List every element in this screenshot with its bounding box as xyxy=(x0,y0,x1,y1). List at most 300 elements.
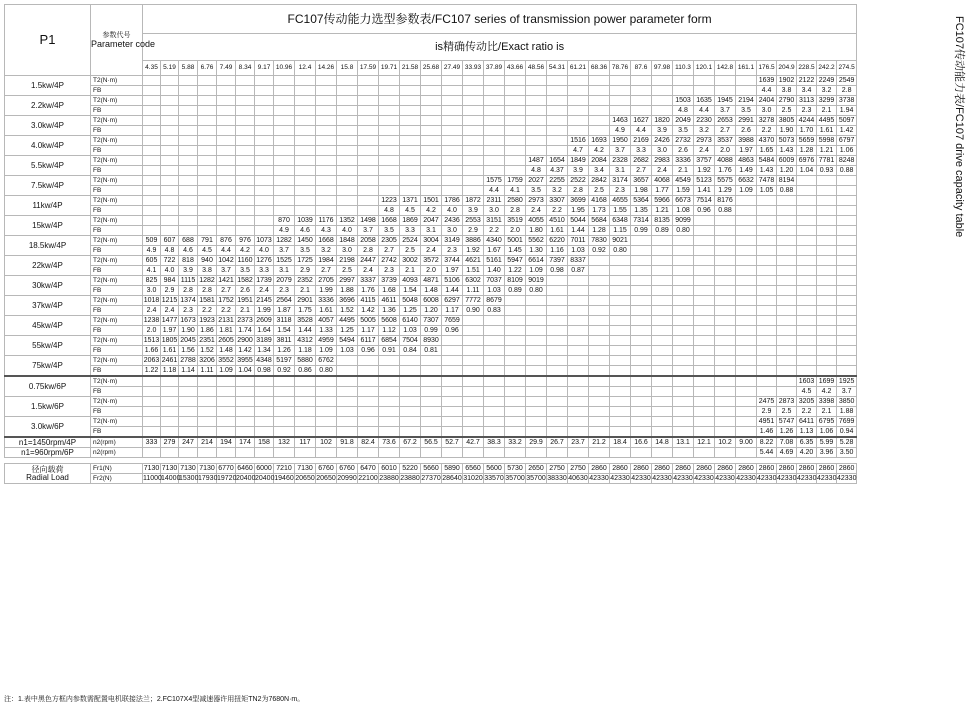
value-cell: 1.15 xyxy=(610,226,631,236)
value-cell xyxy=(631,246,652,256)
value-cell: 2249 xyxy=(817,76,837,86)
side-title xyxy=(944,16,970,706)
value-cell xyxy=(421,76,442,86)
motor-row-1 xyxy=(5,196,857,206)
value-cell xyxy=(316,196,337,206)
motor-row-1 xyxy=(5,176,857,186)
value-cell xyxy=(198,136,217,146)
speed-value-cell: 52.7 xyxy=(442,437,463,448)
value-cell: 15300 xyxy=(179,474,199,482)
value-cell xyxy=(161,427,179,438)
value-cell xyxy=(179,226,198,236)
value-cell xyxy=(547,106,568,116)
value-cell: 42330 xyxy=(715,474,735,482)
value-cell xyxy=(526,296,547,306)
speed-value-cell xyxy=(652,448,673,458)
value-cell xyxy=(421,376,442,387)
value-cell xyxy=(421,176,442,186)
value-cell xyxy=(652,306,673,316)
value-cell xyxy=(568,356,589,366)
value-cell xyxy=(694,216,715,226)
value-cell xyxy=(295,136,316,146)
value-cell xyxy=(568,306,589,316)
motor-code-2: FB xyxy=(91,286,143,296)
value-cell xyxy=(777,336,797,346)
value-cell xyxy=(337,146,358,156)
value-cell xyxy=(161,146,179,156)
value-cell: 1902 xyxy=(777,76,797,86)
ratio-cell: 17.59 xyxy=(358,61,379,76)
value-cell xyxy=(463,96,484,106)
value-cell xyxy=(568,346,589,356)
value-cell xyxy=(526,306,547,316)
value-cell xyxy=(217,376,236,387)
value-cell: 1.03 xyxy=(337,346,358,356)
value-cell xyxy=(652,86,673,96)
motor-label: 75kw/4P xyxy=(5,356,91,377)
value-cell: 7514 xyxy=(694,196,715,206)
ratio-cell: 68.36 xyxy=(589,61,610,76)
motor-row-2 xyxy=(5,166,857,176)
value-cell xyxy=(777,196,797,206)
motor-row-2 xyxy=(5,226,857,236)
value-cell: 1603 xyxy=(797,376,817,387)
value-cell: 1498 xyxy=(358,216,379,226)
motor-code-1: T2(N·m) xyxy=(91,96,143,106)
value-cell xyxy=(715,326,736,336)
value-cell: 1463 xyxy=(610,116,631,126)
value-cell xyxy=(484,397,505,407)
value-cell xyxy=(400,126,421,136)
value-cell xyxy=(715,387,736,397)
value-cell: 4611 xyxy=(379,296,400,306)
value-cell xyxy=(143,427,161,438)
value-cell: 1872 xyxy=(463,196,484,206)
value-cell xyxy=(400,176,421,186)
value-cell: 2084 xyxy=(589,156,610,166)
value-cell xyxy=(217,96,236,106)
value-cell: 1.26 xyxy=(777,427,797,438)
value-cell: 4.7 xyxy=(568,146,589,156)
value-cell: 3.8 xyxy=(198,266,217,276)
value-cell: 2.3 xyxy=(797,106,817,116)
value-cell: 0.83 xyxy=(484,306,505,316)
value-cell xyxy=(400,417,421,427)
ratio-cell: 48.56 xyxy=(526,61,547,76)
value-cell: 5044 xyxy=(568,216,589,226)
value-cell xyxy=(255,86,274,96)
value-cell: 28640 xyxy=(442,474,462,482)
ratio-cell: 204.9 xyxy=(777,61,797,76)
value-cell: 4.6 xyxy=(179,246,198,256)
speed-value-cell: 117 xyxy=(295,437,316,448)
speed-code: n2(rpm) xyxy=(91,448,143,458)
value-cell xyxy=(757,296,777,306)
value-cell: 1276 xyxy=(256,256,272,264)
speed-value-cell: 8.22 xyxy=(757,437,777,448)
motor-code-2: FB xyxy=(91,387,143,397)
value-cell xyxy=(463,156,484,166)
value-cell xyxy=(179,397,198,407)
value-cell: 2860 xyxy=(817,464,837,474)
speed-value-cell xyxy=(358,448,379,458)
value-cell: 42330 xyxy=(817,474,837,482)
value-cell xyxy=(236,376,255,387)
value-cell xyxy=(652,316,673,326)
value-cell: 4510 xyxy=(547,216,568,226)
value-cell: 1.42 xyxy=(837,126,857,136)
value-cell: 35700 xyxy=(505,474,525,482)
value-cell xyxy=(236,417,255,427)
value-cell: 3174 xyxy=(610,176,631,186)
value-cell xyxy=(694,296,715,306)
value-cell: 2653 xyxy=(715,116,736,126)
value-cell xyxy=(143,216,161,226)
motor-code-2: FB xyxy=(91,427,143,438)
value-cell: 1.98 xyxy=(631,186,652,196)
value-cell xyxy=(797,236,817,246)
motor-code-1: T2(N·m) xyxy=(91,156,143,166)
value-cell: 5494 xyxy=(337,336,358,346)
value-cell xyxy=(817,366,837,377)
value-cell xyxy=(236,206,255,216)
value-cell xyxy=(797,346,817,356)
value-cell xyxy=(442,346,463,356)
motor-row-2 xyxy=(5,86,857,96)
value-cell: 4871 xyxy=(421,276,442,286)
value-cell xyxy=(337,126,358,136)
value-cell: 2.0 xyxy=(505,226,526,236)
value-cell xyxy=(694,346,715,356)
value-cell xyxy=(547,336,568,346)
value-cell xyxy=(143,206,161,216)
value-cell xyxy=(673,346,694,356)
value-cell xyxy=(463,407,484,417)
value-cell: 3.0 xyxy=(757,106,777,116)
value-cell xyxy=(797,266,817,276)
motor-code-2: FB xyxy=(91,407,143,417)
value-cell: 20650 xyxy=(316,474,336,482)
value-cell xyxy=(295,106,316,116)
value-cell: 2860 xyxy=(673,464,694,474)
value-cell xyxy=(757,286,777,296)
value-cell: 1673 xyxy=(180,316,196,324)
value-cell: 8930 xyxy=(421,336,442,346)
value-cell xyxy=(757,326,777,336)
value-cell xyxy=(295,96,316,106)
value-cell: 1.80 xyxy=(526,226,547,236)
value-cell: 4370 xyxy=(757,136,777,146)
speed-value-cell: 194 xyxy=(217,437,236,448)
value-cell xyxy=(217,116,236,126)
value-cell xyxy=(484,96,505,106)
value-cell xyxy=(143,417,161,427)
value-cell: 1654 xyxy=(547,156,568,166)
value-cell: 3004 xyxy=(421,236,442,246)
value-cell: 2.0 xyxy=(421,266,442,276)
value-cell xyxy=(143,376,161,387)
value-cell xyxy=(143,136,161,146)
speed-value-cell: 42.7 xyxy=(463,437,484,448)
value-cell: 1.29 xyxy=(715,186,736,196)
value-cell xyxy=(694,417,715,427)
value-cell xyxy=(337,397,358,407)
value-cell xyxy=(236,96,255,106)
value-cell: 1.13 xyxy=(797,427,817,438)
value-cell: 2553 xyxy=(463,216,484,226)
value-cell xyxy=(652,96,673,106)
value-cell: 3.5 xyxy=(236,266,255,276)
value-cell: 4.4 xyxy=(484,186,505,196)
value-cell: 5001 xyxy=(505,236,526,246)
value-cell xyxy=(421,86,442,96)
value-cell: 3113 xyxy=(797,96,817,106)
value-cell: 6797 xyxy=(837,136,857,146)
value-cell xyxy=(505,116,526,126)
value-cell xyxy=(379,397,400,407)
value-cell xyxy=(179,86,198,96)
ratio-cell: 61.21 xyxy=(568,61,589,76)
value-cell: 5197 xyxy=(274,356,295,366)
value-cell xyxy=(337,136,358,146)
value-cell xyxy=(736,246,757,256)
value-cell: 0.80 xyxy=(673,226,694,236)
value-cell: 6760 xyxy=(337,464,358,474)
value-cell xyxy=(179,186,198,196)
value-cell xyxy=(379,106,400,116)
value-cell xyxy=(274,176,295,186)
speed-value-cell xyxy=(631,448,652,458)
value-cell: 2079 xyxy=(274,276,295,286)
value-cell xyxy=(757,376,777,387)
value-cell xyxy=(568,326,589,336)
value-cell: 5220 xyxy=(400,464,421,474)
value-cell xyxy=(198,186,217,196)
value-cell: 2860 xyxy=(694,464,715,474)
motor-code-2: FB xyxy=(91,326,143,336)
value-cell: 5073 xyxy=(777,136,797,146)
value-cell xyxy=(505,146,526,156)
value-cell: 0.88 xyxy=(837,166,857,176)
value-cell: 4115 xyxy=(358,296,379,306)
value-cell: 1.44 xyxy=(295,326,316,336)
value-cell xyxy=(547,407,568,417)
value-cell xyxy=(652,417,673,427)
value-cell: 4.0 xyxy=(337,226,358,236)
value-cell xyxy=(463,356,484,366)
value-cell xyxy=(797,206,817,216)
value-cell xyxy=(547,427,568,438)
value-cell: 6632 xyxy=(736,176,757,186)
value-cell xyxy=(463,76,484,86)
value-cell xyxy=(255,146,274,156)
value-cell xyxy=(179,96,198,106)
value-cell xyxy=(236,427,255,438)
value-cell: 20400 xyxy=(236,474,256,482)
value-cell xyxy=(652,407,673,417)
motor-row-1 xyxy=(5,256,857,266)
value-cell: 2.4 xyxy=(255,286,274,296)
value-cell: 3205 xyxy=(797,397,817,407)
value-cell: 1.59 xyxy=(673,186,694,196)
motor-row-1 xyxy=(5,376,857,387)
value-cell xyxy=(797,196,817,206)
value-cell: 2.4 xyxy=(358,266,379,276)
value-cell: 4.8 xyxy=(673,106,694,116)
value-cell: 6470 xyxy=(358,464,379,474)
value-cell: 0.90 xyxy=(463,306,484,316)
value-cell: 1.26 xyxy=(274,346,295,356)
value-cell: 2524 xyxy=(400,236,421,246)
value-cell xyxy=(736,196,757,206)
value-cell xyxy=(337,156,358,166)
value-cell: 5484 xyxy=(757,156,777,166)
value-cell xyxy=(673,427,694,438)
motor-label: 11kw/4P xyxy=(5,196,91,216)
value-cell xyxy=(179,146,198,156)
value-cell xyxy=(610,296,631,306)
value-cell: 7130 xyxy=(199,464,215,472)
motor-code-1: T2(N·m) xyxy=(91,136,143,146)
value-cell xyxy=(442,146,463,156)
value-cell xyxy=(255,186,274,196)
value-cell: 6854 xyxy=(379,336,400,346)
value-cell: 2.8 xyxy=(179,286,198,296)
value-cell xyxy=(817,276,837,286)
value-cell xyxy=(316,156,337,166)
value-cell xyxy=(673,286,694,296)
value-cell xyxy=(736,226,757,236)
ratio-cell: 120.1 xyxy=(694,61,715,76)
value-cell xyxy=(484,407,505,417)
value-cell xyxy=(547,286,568,296)
value-cell: 7130 xyxy=(161,464,178,472)
table-title: FC107传动能力选型参数表/FC107 series of transmission power parameter form xyxy=(143,5,857,34)
value-cell xyxy=(837,186,857,196)
value-cell xyxy=(817,256,837,266)
value-cell xyxy=(589,286,610,296)
value-cell: 1.94 xyxy=(837,106,857,116)
value-cell xyxy=(736,256,757,266)
value-cell xyxy=(421,387,442,397)
value-cell xyxy=(217,397,236,407)
ratio-cell: 9.17 xyxy=(255,61,274,76)
value-cell: 1.16 xyxy=(547,246,568,256)
motor-code-1: T2(N·m) xyxy=(91,116,143,126)
value-cell xyxy=(715,216,736,226)
value-cell xyxy=(631,326,652,336)
value-cell xyxy=(694,306,715,316)
value-cell: 791 xyxy=(198,236,217,246)
value-cell xyxy=(358,427,379,438)
value-cell: 5880 xyxy=(295,356,316,366)
value-cell: 1945 xyxy=(715,96,736,106)
value-cell: 4.2 xyxy=(421,206,442,216)
value-cell xyxy=(652,326,673,336)
motor-code-1: T2(N·m) xyxy=(91,216,143,226)
value-cell xyxy=(526,96,547,106)
motor-code-1: T2(N·m) xyxy=(91,336,143,346)
value-cell xyxy=(568,417,589,427)
value-cell xyxy=(442,336,463,346)
value-cell xyxy=(198,427,217,438)
value-cell xyxy=(161,397,179,407)
value-cell xyxy=(631,106,652,116)
value-cell: 2.4 xyxy=(526,206,547,216)
value-cell xyxy=(484,366,505,377)
value-cell: 1925 xyxy=(837,376,857,387)
value-cell xyxy=(652,346,673,356)
value-cell xyxy=(337,106,358,116)
value-cell xyxy=(255,116,274,126)
value-cell xyxy=(484,76,505,86)
value-cell xyxy=(715,296,736,306)
value-cell xyxy=(379,126,400,136)
motor-code-1: T2(N·m) xyxy=(91,236,143,246)
value-cell xyxy=(547,126,568,136)
value-cell: 2.5 xyxy=(337,266,358,276)
value-cell: 23880 xyxy=(379,474,399,482)
value-cell xyxy=(837,366,857,377)
value-cell xyxy=(179,417,198,427)
value-cell xyxy=(421,427,442,438)
value-cell: 1.34 xyxy=(255,346,274,356)
value-cell: 1635 xyxy=(694,96,715,106)
value-cell xyxy=(505,336,526,346)
value-cell xyxy=(568,376,589,387)
value-cell xyxy=(777,236,797,246)
value-cell: 1176 xyxy=(316,216,337,226)
motor-row-1 xyxy=(5,276,857,286)
value-cell: 2.0 xyxy=(715,146,736,156)
value-cell xyxy=(837,206,857,216)
value-cell xyxy=(463,346,484,356)
value-cell xyxy=(179,407,198,417)
value-cell xyxy=(358,156,379,166)
value-cell xyxy=(589,276,610,286)
value-cell: 20990 xyxy=(337,474,357,482)
value-cell xyxy=(295,76,316,86)
value-cell: 7699 xyxy=(837,417,857,427)
value-cell xyxy=(316,417,337,427)
value-cell xyxy=(673,387,694,397)
value-cell xyxy=(631,86,652,96)
value-cell: 5097 xyxy=(837,116,857,126)
motor-label: 5.5kw/4P xyxy=(5,156,91,176)
value-cell xyxy=(442,106,463,116)
value-cell xyxy=(379,166,400,176)
speed-value-cell: 10.2 xyxy=(715,437,736,448)
value-cell xyxy=(463,106,484,116)
speed-value-cell: 82.4 xyxy=(358,437,379,448)
motor-row-2 xyxy=(5,186,857,196)
value-cell xyxy=(547,116,568,126)
motor-row-2 xyxy=(5,326,857,336)
value-cell xyxy=(526,417,547,427)
value-cell: 5890 xyxy=(442,464,463,474)
value-cell xyxy=(337,376,358,387)
value-cell xyxy=(161,166,179,176)
speed-value-cell xyxy=(274,448,295,458)
ratio-cell: 15.8 xyxy=(337,61,358,76)
value-cell xyxy=(255,196,274,206)
value-cell: 4951 xyxy=(757,417,777,427)
value-cell: 3.2 xyxy=(547,186,568,196)
motor-row-2 xyxy=(5,306,857,316)
value-cell xyxy=(484,116,505,126)
value-cell: 1582 xyxy=(237,276,253,284)
value-cell xyxy=(463,86,484,96)
